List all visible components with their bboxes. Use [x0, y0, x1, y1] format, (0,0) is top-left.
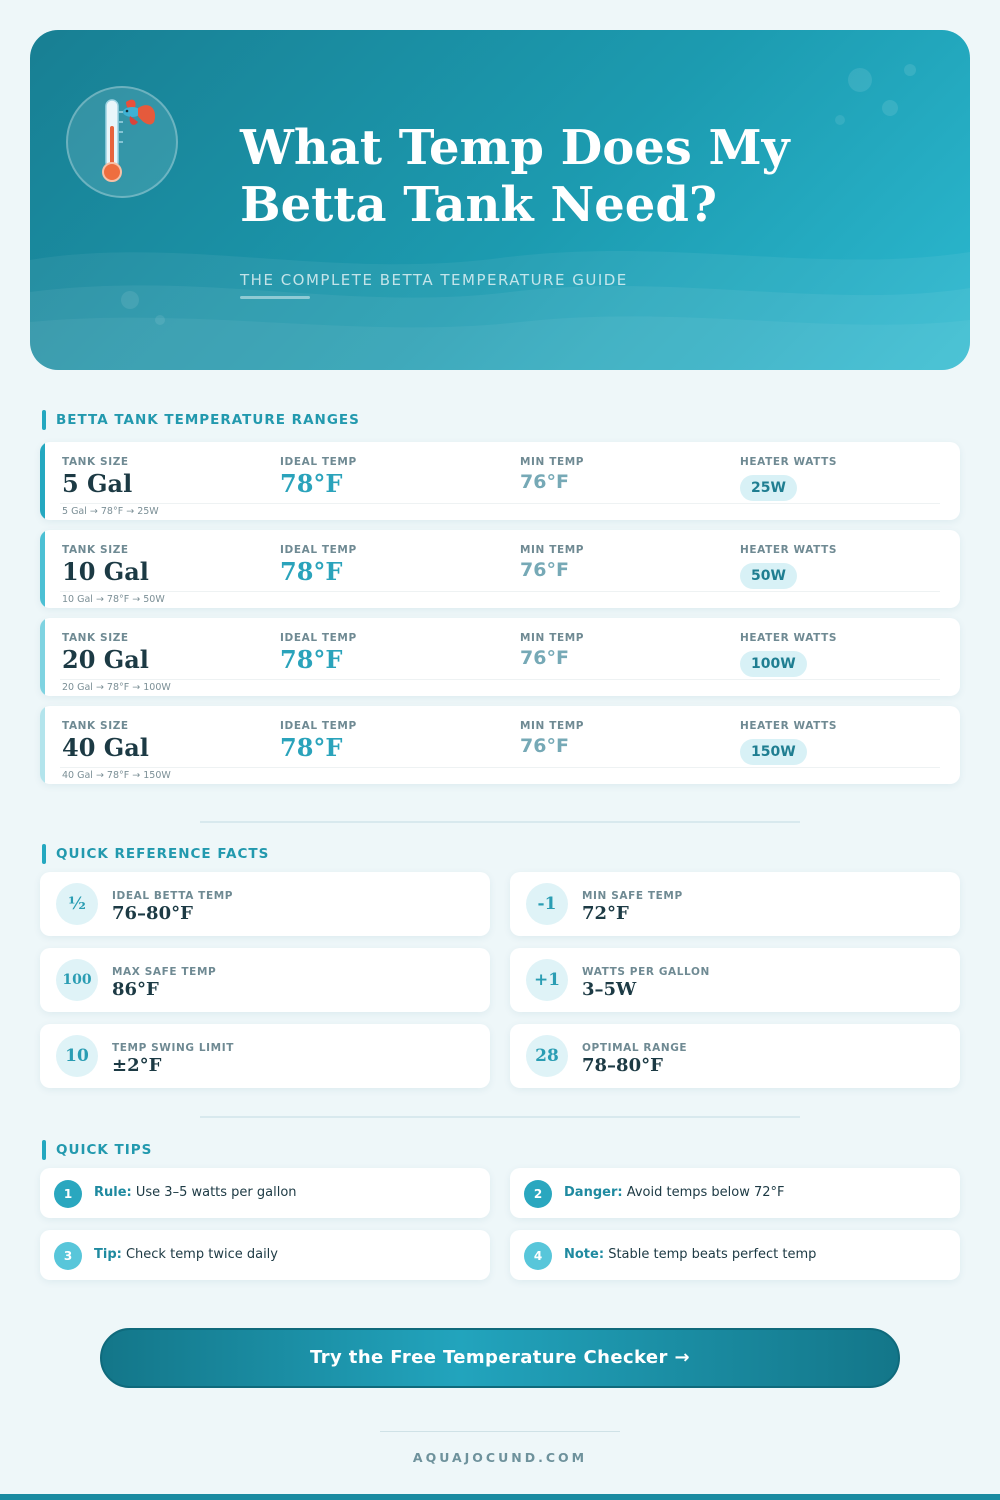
min-temp-cell	[520, 720, 584, 757]
fact-value: 3–5W	[582, 979, 637, 1000]
fact-value: 86°F	[112, 979, 159, 1000]
row-summary: 20 Gal → 78°F → 100W	[62, 682, 171, 693]
tank-size-label: TANK SIZE	[62, 720, 129, 732]
fact-label: WATTS PER GALLON	[582, 966, 710, 978]
ideal-temp-label: IDEAL TEMP	[280, 720, 357, 732]
page-subtitle: THE COMPLETE BETTA TEMPERATURE GUIDE	[240, 271, 628, 289]
page-title-line-1: What Temp Does My	[240, 120, 790, 176]
tip-card	[510, 1230, 960, 1280]
tank-size-value: 20 Gal	[62, 645, 149, 674]
tank-size-cell	[62, 456, 132, 498]
min-temp-label: MIN TEMP	[520, 544, 585, 556]
row-divider	[60, 503, 940, 504]
bottom-accent-bar	[0, 1494, 1000, 1500]
heater-watts-cell	[740, 632, 837, 677]
row-divider	[60, 767, 940, 768]
tip-kind: Rule:	[94, 1185, 132, 1200]
tank-row	[40, 442, 960, 520]
page-title-line-2: Betta Tank Need?	[240, 177, 717, 233]
tip-card	[40, 1230, 490, 1280]
tip-body: Use 3–5 watts per gallon	[135, 1185, 297, 1200]
ideal-temp-value: 78°F	[280, 645, 343, 674]
tank-size-label: TANK SIZE	[62, 456, 129, 468]
page-title	[240, 120, 880, 234]
fact-badge: 28	[526, 1035, 568, 1077]
thermometer-betta-icon	[66, 86, 178, 198]
row-divider	[60, 679, 940, 680]
row-summary: 10 Gal → 78°F → 50W	[62, 594, 165, 605]
row-accent-bar	[40, 442, 45, 520]
fact-label: OPTIMAL RANGE	[582, 1042, 688, 1054]
fact-card	[510, 948, 960, 1012]
footer-divider	[380, 1431, 620, 1432]
tips-heading: QUICK TIPS	[42, 1140, 152, 1160]
heater-watts-badge: 50W	[740, 563, 797, 589]
tank-size-value: 10 Gal	[62, 557, 149, 586]
fact-card	[40, 948, 490, 1012]
tip-text	[564, 1247, 816, 1262]
fact-value: ±2°F	[112, 1055, 162, 1076]
fact-label: TEMP SWING LIMIT	[112, 1042, 234, 1054]
min-temp-value: 76°F	[520, 735, 569, 757]
fact-label: IDEAL BETTA TEMP	[112, 890, 234, 902]
row-accent-bar	[40, 706, 45, 784]
fact-badge: 100	[56, 959, 98, 1001]
tip-body: Avoid temps below 72°F	[626, 1185, 785, 1200]
tip-kind: Danger:	[564, 1185, 623, 1200]
fact-badge: -1	[526, 883, 568, 925]
heater-watts-badge: 150W	[740, 739, 807, 765]
ideal-temp-value: 78°F	[280, 733, 343, 762]
tank-row	[40, 618, 960, 696]
heater-watts-badge: 25W	[740, 475, 797, 501]
ideal-temp-cell	[280, 720, 357, 762]
tip-text	[564, 1185, 785, 1200]
tip-number-badge: 1	[54, 1180, 82, 1208]
ideal-temp-cell	[280, 456, 357, 498]
fact-badge: 10	[56, 1035, 98, 1077]
tip-card	[510, 1168, 960, 1218]
ideal-temp-label: IDEAL TEMP	[280, 456, 357, 468]
tip-kind: Tip:	[94, 1247, 122, 1262]
fact-card	[40, 872, 490, 936]
ideal-temp-cell	[280, 544, 357, 586]
tank-row	[40, 530, 960, 608]
row-summary: 5 Gal → 78°F → 25W	[62, 506, 159, 517]
tank-size-cell	[62, 720, 149, 762]
tank-size-label: TANK SIZE	[62, 544, 129, 556]
fact-value: 78–80°F	[582, 1055, 663, 1076]
tank-size-cell	[62, 632, 149, 674]
min-temp-label: MIN TEMP	[520, 456, 585, 468]
ideal-temp-cell	[280, 632, 357, 674]
heater-watts-cell	[740, 544, 837, 589]
tank-row	[40, 706, 960, 784]
hero-banner	[30, 30, 970, 370]
temperature-checker-button[interactable]: Try the Free Temperature Checker →	[100, 1328, 900, 1388]
tip-kind: Note:	[564, 1247, 605, 1262]
row-summary: 40 Gal → 78°F → 150W	[62, 770, 171, 781]
fact-value: 76–80°F	[112, 903, 193, 924]
min-temp-cell	[520, 632, 584, 669]
heater-watts-label: HEATER WATTS	[740, 544, 838, 556]
tip-body: Check temp twice daily	[125, 1247, 278, 1262]
min-temp-value: 76°F	[520, 647, 569, 669]
tank-size-value: 5 Gal	[62, 469, 133, 498]
tip-body: Stable temp beats perfect temp	[608, 1247, 817, 1262]
ranges-heading: BETTA TANK TEMPERATURE RANGES	[42, 410, 360, 430]
fact-card	[510, 872, 960, 936]
row-divider	[60, 591, 940, 592]
tank-size-label: TANK SIZE	[62, 632, 129, 644]
fact-value: 72°F	[582, 903, 629, 924]
tip-card	[40, 1168, 490, 1218]
fact-label: MAX SAFE TEMP	[112, 966, 217, 978]
row-accent-bar	[40, 618, 45, 696]
divider	[200, 821, 800, 823]
fact-badge: ½	[56, 883, 98, 925]
heater-watts-label: HEATER WATTS	[740, 632, 838, 644]
facts-heading: QUICK REFERENCE FACTS	[42, 844, 269, 864]
divider	[200, 1116, 800, 1118]
tip-number-badge: 4	[524, 1242, 552, 1270]
ideal-temp-value: 78°F	[280, 469, 343, 498]
tip-text	[94, 1185, 297, 1200]
min-temp-label: MIN TEMP	[520, 632, 585, 644]
footer-site-name: AQUAJOCUND.COM	[412, 1450, 588, 1465]
fact-card	[40, 1024, 490, 1088]
min-temp-label: MIN TEMP	[520, 720, 585, 732]
min-temp-value: 76°F	[520, 471, 569, 493]
subtitle-underline	[240, 296, 310, 299]
ideal-temp-value: 78°F	[280, 557, 343, 586]
heater-watts-cell	[740, 456, 837, 501]
tip-number-badge: 2	[524, 1180, 552, 1208]
row-accent-bar	[40, 530, 45, 608]
heater-watts-label: HEATER WATTS	[740, 720, 838, 732]
tank-size-value: 40 Gal	[62, 733, 149, 762]
heater-watts-badge: 100W	[740, 651, 807, 677]
fact-badge: +1	[526, 959, 568, 1001]
heater-watts-label: HEATER WATTS	[740, 456, 838, 468]
min-temp-cell	[520, 544, 584, 581]
min-temp-value: 76°F	[520, 559, 569, 581]
tip-number-badge: 3	[54, 1242, 82, 1270]
heater-watts-cell	[740, 720, 837, 765]
tip-text	[94, 1247, 278, 1262]
ideal-temp-label: IDEAL TEMP	[280, 632, 357, 644]
ideal-temp-label: IDEAL TEMP	[280, 544, 357, 556]
min-temp-cell	[520, 456, 584, 493]
fact-label: MIN SAFE TEMP	[582, 890, 683, 902]
tank-size-cell	[62, 544, 149, 586]
fact-card	[510, 1024, 960, 1088]
